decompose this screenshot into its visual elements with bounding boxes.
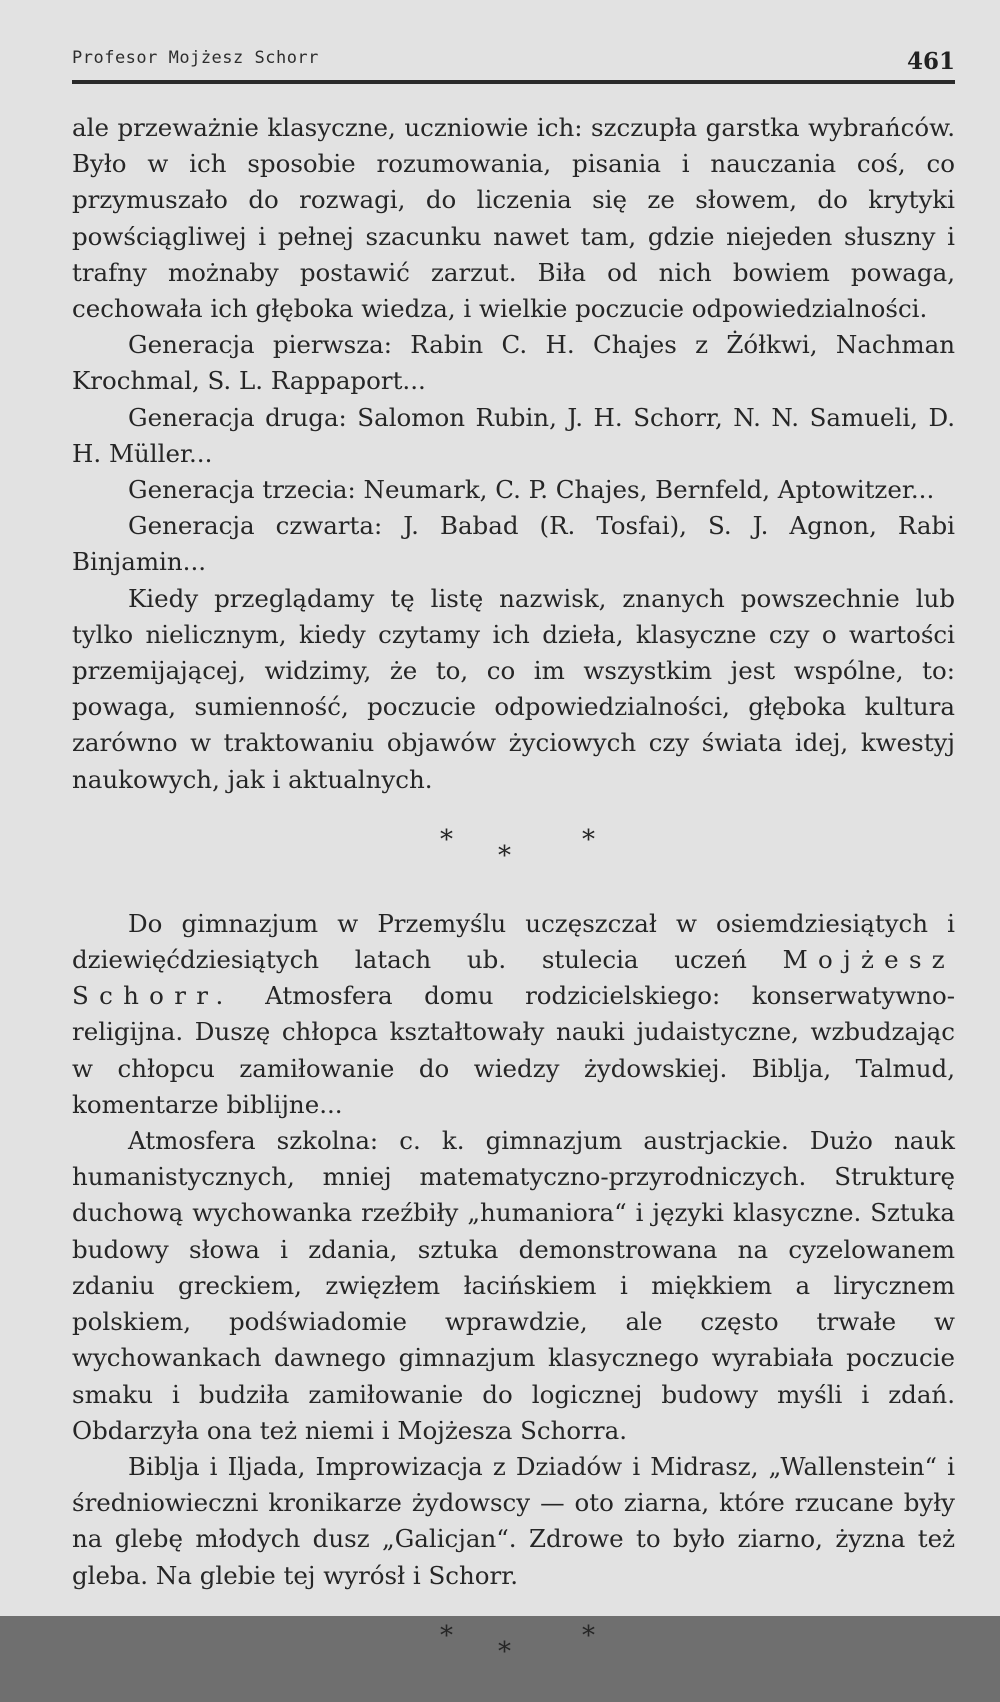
paragraph-3 bbox=[72, 906, 955, 1123]
paragraph-3-start: Do gimnazjum w Przemyślu uczęszczał w osiemdziesiątych i dziewięćdziesiątych latach ub. stulecia uczeń bbox=[72, 908, 955, 975]
paragraph-4: Atmosfera szkolna: c. k. gimnazjum austrjackie. Dużo nauk humanistycznych, mniej matematyczno-przyrodniczych. Strukturę duchową wychowanka rzeźbiły „humaniora“ i języki klasyczne. Sztuka budowy słowa i zdania, sztuka demonstrowana na cyzelowanem zdaniu greckiem, zwięzłem łacińskiem i miękkiem a lirycznem polskiem, podświadomie wprawdzie, ale często trwałe w wychowankach dawnego gimnazjum klasycznego wyrabiała poczucie smaku i budziła zamiłowanie do logicznej budowy myśli i zdań. Obdarzyła ona też niemi i Mojżesza Schorra. bbox=[72, 1126, 955, 1445]
body-text bbox=[72, 110, 955, 1702]
page-number: 461 bbox=[906, 48, 955, 75]
asterisk: * bbox=[582, 824, 595, 855]
paragraph-generation-2: Generacja druga: Salomon Rubin, J. H. Schorr, N. N. Samueli, D. H. Müller... bbox=[72, 402, 955, 468]
paragraph-3-end: Atmosfera domu rodzicielskiego: konserwatywno-religijna. Duszę chłopca kształtowały nauki judaistyczne, wzbudzając w chłopcu zamiłowanie do wiedzy żydowskiej. Biblja, Talmud, komentarze biblijne... bbox=[72, 981, 955, 1119]
asterisk: * bbox=[498, 1636, 511, 1667]
spaced-name: Mojżesz Schorr. bbox=[72, 945, 956, 1011]
section-separator-2 bbox=[72, 1618, 955, 1680]
paragraph-generation-1: Generacja pierwsza: Rabin C. H. Chajes z Żółkwi, Nachman Krochmal, S. L. Rappaport... bbox=[72, 330, 955, 396]
section-separator-1 bbox=[72, 822, 955, 884]
asterisk: * bbox=[498, 840, 511, 871]
header-rule bbox=[72, 80, 955, 84]
page-header bbox=[72, 40, 955, 80]
paragraph-5: Biblja i Iljada, Improwizacja z Dziadów i Midrasz, „Wallenstein“ i średniowieczni kronikarze żydowscy — oto ziarna, które rzucane były na glebę młodych dusz „Galicjan“. Zdrowe to było ziarno, żyzna też gleba. Na glebie tej wyrósł i Schorr. bbox=[72, 1451, 955, 1590]
running-head: Profesor Mojżesz Schorr bbox=[72, 48, 319, 68]
paragraph-1: ale przeważnie klasyczne, uczniowie ich: szczupła garstka wybrańców. Było w ich sposobie rozumowania, pisania i nauczania coś, co przymuszało do rozwagi, do liczenia się ze słowem, do krytyki powściągliwej i pełnej szacunku nawet tam, gdzie niejeden słuszny i trafny możnaby postawić zarzut. Biła od nich bowiem powaga, cechowała ich głęboka wiedza, i wielkie poczucie odpowiedzialności. bbox=[72, 113, 955, 324]
asterisk: * bbox=[582, 1620, 595, 1651]
paragraph-generation-3: Generacja trzecia: Neumark, C. P. Chajes, Bernfeld, Aptowitzer... bbox=[128, 475, 935, 505]
paragraph-generation-4: Generacja czwarta: J. Babad (R. Tosfai), S. J. Agnon, Rabi Binjamin... bbox=[72, 511, 955, 577]
asterisk: * bbox=[440, 1620, 453, 1651]
asterisk: * bbox=[440, 824, 453, 855]
paragraph-2: Kiedy przeglądamy tę listę nazwisk, znanych powszechnie lub tylko nielicznym, kiedy czytamy ich dzieła, klasyczne czy o wartości przemijającej, widzimy, że to, co im wszystkim jest wspólne, to: powaga, sumienność, poczucie odpowiedzialności, głęboka kultura zarówno w traktowaniu objawów życiowych czy świata idej, kwestyj naukowych, jak i aktualnych. bbox=[72, 583, 955, 794]
